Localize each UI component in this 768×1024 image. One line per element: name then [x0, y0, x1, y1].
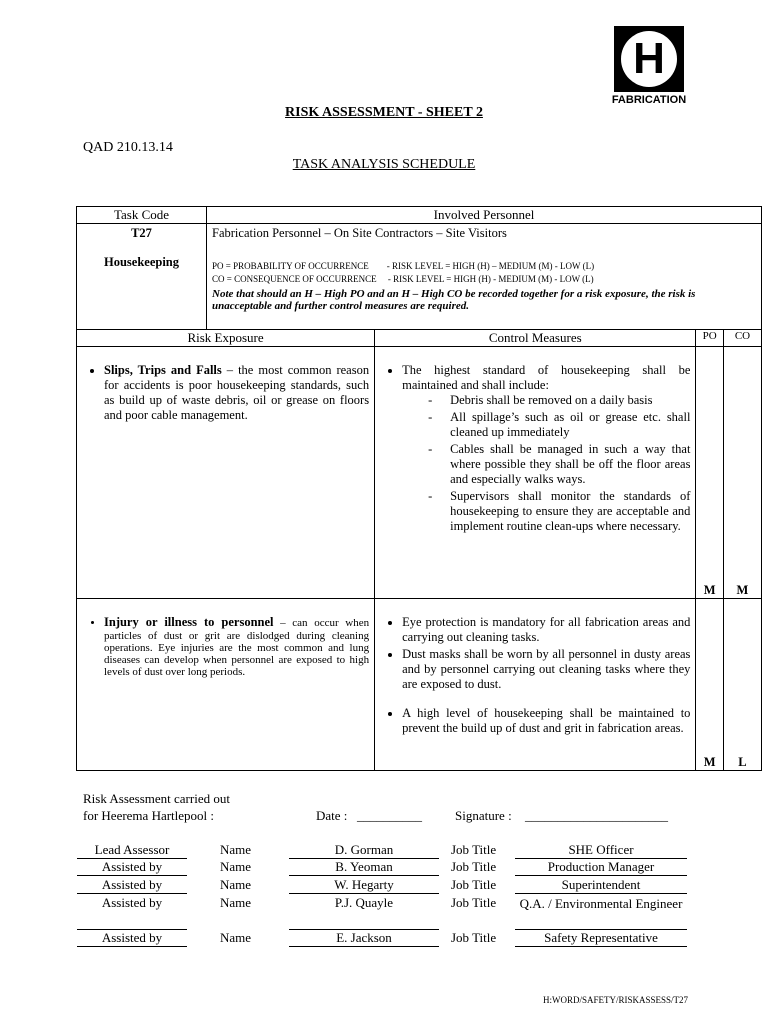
- logo-circle: [621, 31, 677, 87]
- risk-description: – the most common reason for accidents is poor housekeeping standards, such as build up of waste debris, oil or grease on floors and poor cable management.: [104, 363, 370, 422]
- company-logo: [614, 26, 684, 92]
- page-subtitle: TASK ANALYSIS SCHEDULE: [292, 157, 476, 172]
- assessor-job: Safety Representative: [515, 930, 687, 947]
- name-label: Name: [220, 859, 252, 874]
- assessor-job: Production Manager: [515, 859, 687, 876]
- job-title-label: Job Title: [451, 877, 497, 892]
- job-title-label: Job Title: [451, 842, 497, 857]
- note-text: Note that should an H – High PO and an H – High CO be recorded together for a risk exposure, the risk is unacceptable and further control measures are required.: [212, 288, 696, 312]
- personnel-list: Fabrication Personnel – On Site Contractors – Site Visitors: [212, 226, 507, 240]
- risk-title: Injury or illness to personnel: [104, 615, 274, 629]
- assessor-job: SHE Officer: [515, 842, 687, 859]
- date-label: Date :: [316, 808, 348, 823]
- assessor-role: Lead Assessor: [77, 842, 187, 859]
- carried-out-line-2: for Heerema Hartlepool :: [83, 808, 215, 823]
- task-analysis-table: [76, 206, 762, 771]
- assessor-job: Q.A. / Environmental Engineer: [519, 896, 683, 911]
- assessor-role: Assisted by: [101, 895, 163, 910]
- risk-description: – can occur when particles of dust or grit are dislodged during cleaning operations. Eye injuries are the most common and lung diseases can develop when personnel are exposed to high levels of dust over long periods.: [104, 617, 370, 678]
- doc-ref: QAD 210.13.14: [83, 140, 173, 155]
- signature-label: Signature :: [455, 808, 512, 823]
- table-row: [77, 347, 762, 599]
- control-measures-cell: [375, 599, 696, 771]
- risk-level-1: - RISK LEVEL = HIGH (H) – MEDIUM (M) - LOW (L): [386, 261, 595, 271]
- personnel-cell: [207, 224, 762, 330]
- control-item: - Debris shall be removed on a daily basis: [450, 393, 690, 408]
- assessor-name: B. Yeoman: [289, 859, 439, 876]
- risk-item: [104, 363, 369, 423]
- name-label: Name: [220, 895, 252, 910]
- control-measures-cell: [375, 347, 696, 599]
- risk-exposure-cell: [77, 599, 375, 771]
- task-name: Housekeeping: [104, 255, 180, 269]
- control-item: • Eye protection is mandatory for all fabrication areas and carrying out cleaning tasks.: [402, 615, 690, 645]
- risk-exposure-header: Risk Exposure: [77, 330, 375, 347]
- logo-letter: H: [633, 34, 665, 83]
- risk-exposure-cell: [77, 347, 375, 599]
- control-item: - Cables shall be managed in such a way that where possible they shall be off the floor areas and especially walks ways.: [450, 442, 690, 487]
- file-reference: H:WORD/SAFETY/RISKASSESS/T27: [542, 995, 688, 1005]
- control-intro: • The highest standard of housekeeping shall be maintained and shall include: - Debris shall be removed on a daily basis - All spillage’s such as oil or grease etc. shall cleaned up immediately - Cables shall be managed in such a way that where possible they shall be off the floor areas and especially walks ways. - Supervisors shall monitor the standards of housekeeping to ensure they are acceptable and implement routine clean-ups where necessary.: [402, 363, 690, 534]
- control-item: • A high level of housekeeping shall be maintained to prevent the build up of dust and grit in fabrication areas.: [402, 706, 690, 736]
- co-grade: L: [723, 599, 761, 771]
- assessor-job: Superintendent: [515, 877, 687, 894]
- date-field[interactable]: __________: [357, 808, 422, 823]
- risk-title: Slips, Trips and Falls: [104, 363, 222, 377]
- logo-text: FABRICATION: [611, 94, 687, 106]
- control-item: • Dust masks shall be worn by all personnel in dusty areas and by personnel carrying out cleaning tasks where they are exposed to dust.: [402, 647, 690, 692]
- control-measures-header: Control Measures: [375, 330, 696, 347]
- name-label: Name: [220, 877, 252, 892]
- po-definition: PO = PROBABILITY OF OCCURRENCE: [212, 261, 369, 271]
- assessor-role: Assisted by: [77, 930, 187, 947]
- job-title-label: Job Title: [451, 930, 497, 945]
- carried-out-line-1: Risk Assessment carried out: [83, 791, 230, 806]
- task-code: T27: [131, 226, 152, 240]
- table-row: [77, 599, 762, 771]
- signature-field[interactable]: ______________________: [525, 808, 668, 823]
- job-title-label: Job Title: [451, 895, 497, 910]
- name-label: Name: [220, 930, 252, 945]
- control-item: - Supervisors shall monitor the standards of housekeeping to ensure they are acceptable and implement routine clean-ups where necessary.: [450, 489, 690, 534]
- co-grade: M: [723, 347, 761, 599]
- co-header: CO: [723, 330, 761, 347]
- co-definition: CO = CONSEQUENCE OF OCCURRENCE: [212, 274, 377, 284]
- assessor-role: Assisted by: [77, 859, 187, 876]
- assessor-name: P.J. Quayle: [334, 895, 394, 910]
- assessor-name: E. Jackson: [289, 930, 439, 947]
- name-label: Name: [220, 842, 252, 857]
- job-title-label: Job Title: [451, 859, 497, 874]
- control-item: - All spillage’s such as oil or grease etc. shall cleaned up immediately: [450, 410, 690, 440]
- assessor-role: Assisted by: [77, 877, 187, 894]
- po-header: PO: [696, 330, 723, 347]
- po-grade: M: [696, 599, 723, 771]
- assessor-name: D. Gorman: [289, 842, 439, 859]
- po-grade: M: [696, 347, 723, 599]
- risk-level-2: - RISK LEVEL = HIGH (H) - MEDIUM (M) - LOW (L): [387, 274, 594, 284]
- task-code-header: Task Code: [77, 207, 207, 224]
- assessor-name: W. Hegarty: [289, 877, 439, 894]
- involved-personnel-header: Involved Personnel: [207, 207, 762, 224]
- task-code-cell: [77, 224, 207, 330]
- page-title: RISK ASSESSMENT - SHEET 2: [285, 105, 483, 120]
- risk-item: [104, 615, 369, 678]
